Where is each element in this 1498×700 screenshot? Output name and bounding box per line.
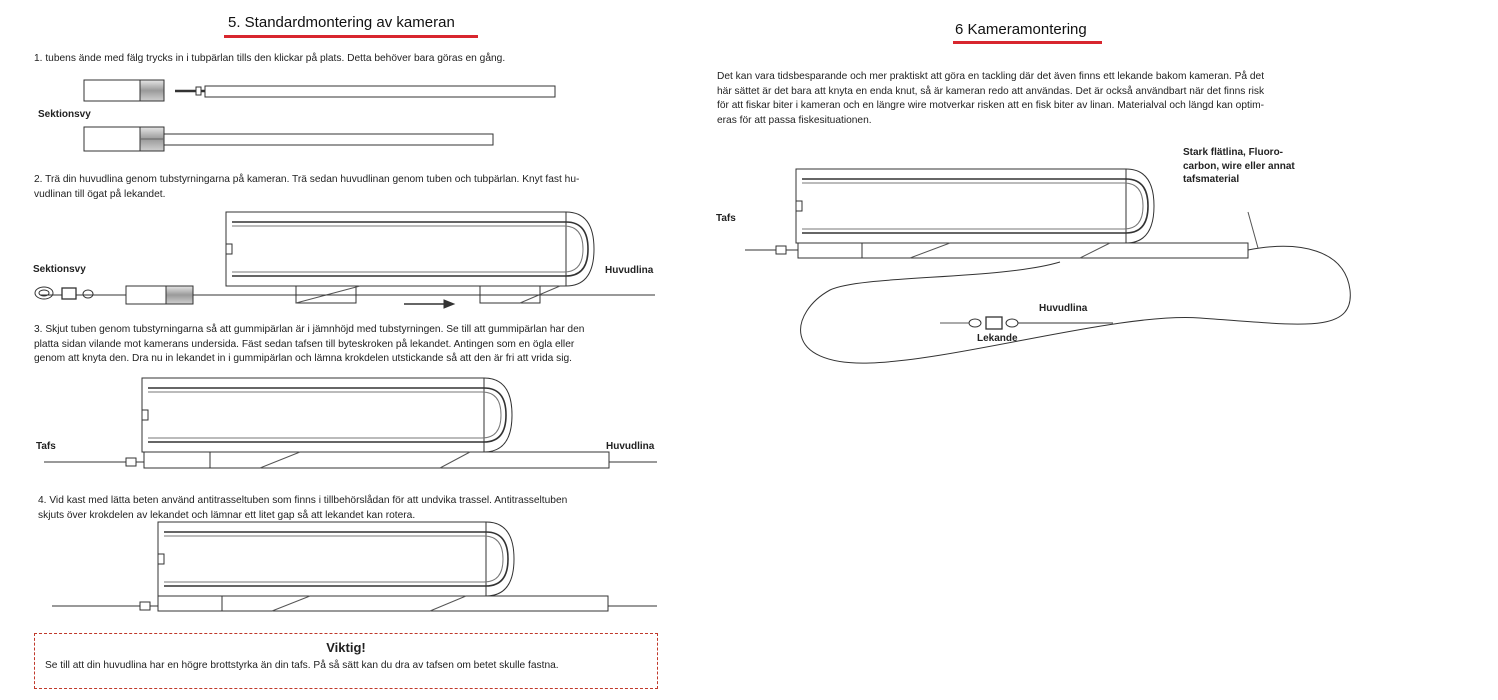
- fig3-camera-with-tafs: [44, 378, 657, 468]
- right-para-line4: eras för att passa fiskesituationen.: [717, 114, 872, 126]
- label-material-2: carbon, wire eller annat: [1183, 160, 1295, 172]
- fig1-tube-and-pearl: [84, 80, 555, 151]
- step4-line2: skjuts över krokdelen av lekandet och lämnar ett litet gap så att lekandet kan rotera.: [38, 509, 416, 521]
- right-title: 6 Kameramontering: [955, 21, 1087, 38]
- step4-line1: 4. Vid kast med lätta beten använd antitrasseltuben som finns i tillbehörslådan för att undvika trassel. Antitrasseltuben: [38, 495, 568, 506]
- label-sektionsvy-2: Sektionsvy: [33, 264, 86, 275]
- step2-line1: 2. Trä din huvudlina genom tubstyrningarna på kameran. Trä sedan huvudlinan genom tuben och tubpärlan. Knyt fast hu-: [34, 174, 580, 185]
- right-para-line1: Det kan vara tidsbesparande och mer praktiskt att göra en tackling där det även finns ett lekande bakom kameran. På det: [717, 71, 1265, 82]
- label-huvudlina-3: Huvudlina: [606, 441, 655, 452]
- note-title: Viktig!: [326, 640, 366, 655]
- label-material-3: tafsmaterial: [1183, 174, 1240, 185]
- label-material-1: Stark flätlina, Fluoro-: [1183, 147, 1284, 158]
- right-para-line3: för att fiskar biter i kameran och en längre wire motverkar risken att en fisk biter av linan. Materialval och längd kan optim-: [717, 100, 1264, 111]
- fig-right-camera-lekande: [745, 169, 1350, 363]
- label-sektionsvy-1: Sektionsvy: [38, 109, 91, 120]
- label-huvudlina-2: Huvudlina: [605, 265, 654, 276]
- step3-line3: genom att knyta den. Dra nu in lekandet in i gummipärlan och lämna krokdelen utstickande så att den är fri att vrida sig.: [34, 353, 572, 364]
- label-lekande: Lekande: [977, 333, 1018, 344]
- step2-line2: vudlinan till ögat på lekandet.: [34, 188, 166, 200]
- right-para-line2: här sättet är det bara att knyta en enda knut, så är kameran redo att användas. Det är också användbart när det finns risk: [717, 85, 1265, 97]
- label-tafs-3: Tafs: [36, 441, 56, 452]
- step3-line1: 3. Skjut tuben genom tubstyrningarna så att gummipärlan är i jämnhöjd med tubstyrningen. Se till att gummipärlan har den: [34, 324, 585, 335]
- label-tafs-right: Tafs: [716, 213, 736, 224]
- note-text: Se till att din huvudlina har en högre brottstyrka än din tafs. På så sätt kan du dra av tafsen om betet skulle fastna.: [45, 660, 559, 671]
- label-huvudlina-right: Huvudlina: [1039, 303, 1088, 314]
- left-title: 5. Standardmontering av kameran: [228, 14, 455, 31]
- fig4-camera-antitrassel: [52, 522, 657, 611]
- step3-line2: platta sidan vilande mot kamerans undersida. Fäst sedan tafsen till byteskroken på lekandet. Antingen som en ögla eller: [34, 338, 575, 350]
- step1-text: 1. tubens ände med fälg trycks in i tubpärlan tills den klickar på plats. Detta behöver bara göras en gång.: [34, 53, 506, 64]
- fig2-camera-sectional: [35, 212, 655, 308]
